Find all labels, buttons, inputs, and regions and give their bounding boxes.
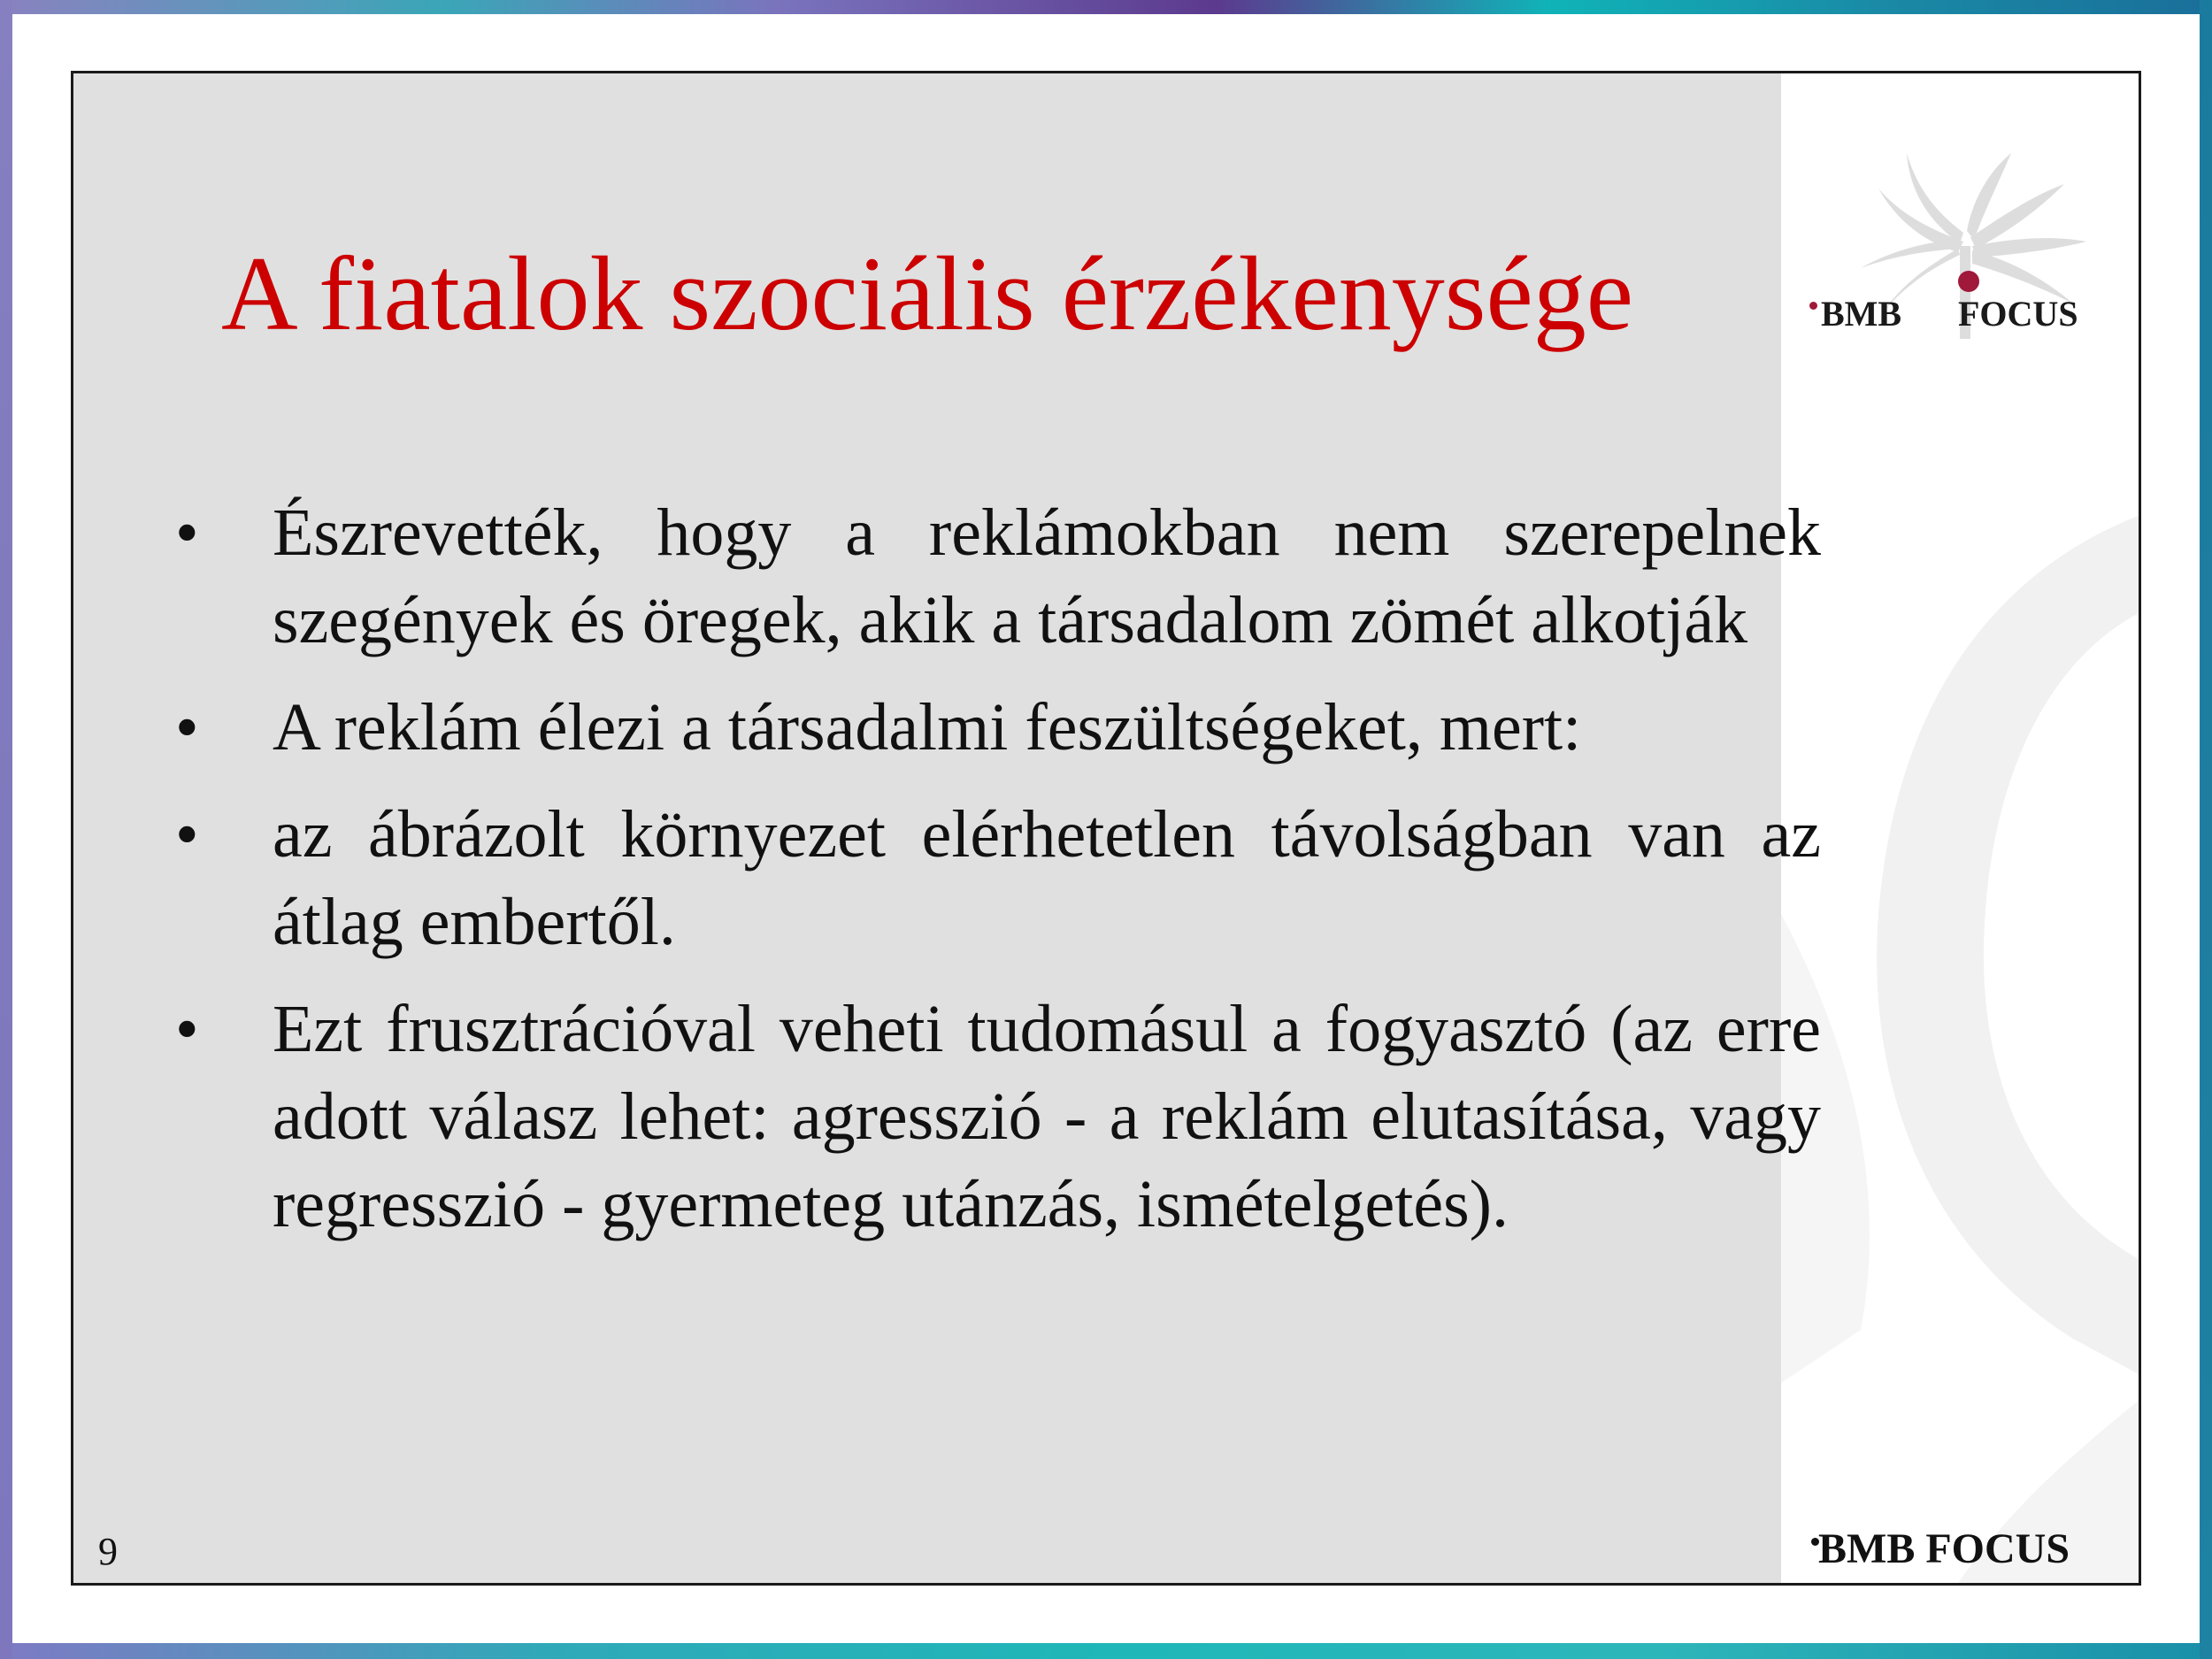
bullet-item	[175, 986, 1821, 1248]
logo-accent-dot	[1809, 302, 1817, 310]
bullet-symbol: •	[175, 495, 199, 570]
bullet-symbol: •	[175, 690, 199, 764]
bullet-text: az ábrázolt környezet elérhetetlen távolságban van az átlag embertől.	[273, 797, 1821, 959]
frame-left-border	[0, 0, 12, 1659]
frame-bottom-border	[0, 1643, 2212, 1659]
bullet-item	[175, 684, 1821, 772]
slide-title: A fiatalok szociális érzékenysége	[221, 234, 1633, 352]
bullet-symbol: •	[175, 797, 199, 872]
bullet-text: Észrevették, hogy a reklámokban nem szerepelnek szegények és öregek, akik a társadalom zömét alkotják	[273, 495, 1821, 657]
slide	[71, 71, 2141, 1586]
frame-top-border	[0, 0, 2212, 14]
bullet-item	[175, 489, 1821, 664]
bullet-text: A reklám élezi a társadalmi feszültségeket, mert:	[273, 690, 1582, 764]
logo-text-left: BMB	[1821, 294, 1902, 334]
bullet-text: Ezt frusztrációval veheti tudomásul a fogyasztó (az erre adott válasz lehet: agresszió - a reklám elutasítása, vagy regresszió - gyermeteg utánzás, ismételgetés).	[273, 992, 1821, 1241]
page-number: 9	[98, 1530, 118, 1573]
frame-right-border	[2200, 0, 2212, 1659]
bullet-symbol: •	[175, 992, 199, 1066]
brand-sidebar	[1781, 73, 2139, 1583]
logo-text-right: FOCUS	[1958, 294, 2078, 334]
bullet-item	[175, 791, 1821, 966]
bullet-list	[175, 489, 1821, 1268]
footer-brand-text: BMB FOCUS	[1818, 1525, 2070, 1572]
